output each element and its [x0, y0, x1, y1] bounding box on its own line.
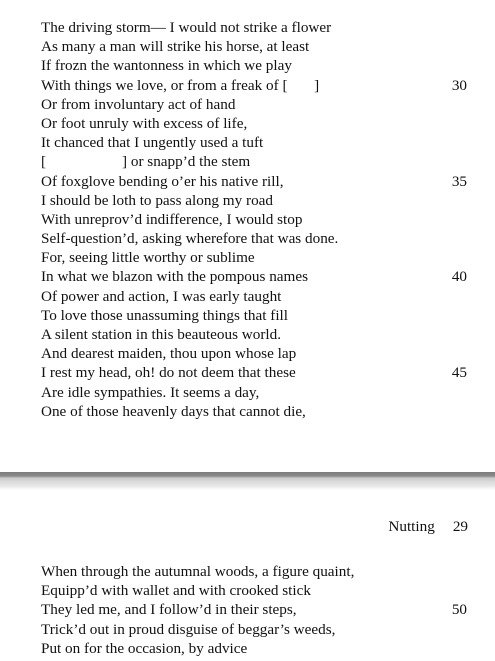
line-text: A silent station in this beauteous world.	[41, 326, 282, 343]
line-text: Of foxglove bending o’er his native rill,	[41, 172, 284, 190]
line-text: With unreprov’d indifference, I would stop	[41, 210, 303, 228]
poem-line	[41, 287, 481, 306]
line-text: In what we blazon with the pompous names	[41, 268, 308, 286]
line-number: 30	[451, 76, 467, 94]
poem-line	[41, 114, 481, 133]
line-text: Equipp’d with wallet and with crooked stick	[41, 582, 311, 600]
poem-line	[41, 133, 481, 152]
poem-line	[41, 620, 481, 639]
line-text: The driving storm— I would not strike a flower	[41, 19, 332, 36]
line-text: When through the autumnal woods, a figure quaint,	[41, 563, 355, 580]
poem-line	[41, 152, 481, 171]
poem-line	[41, 191, 481, 210]
line-text: Self-question’d, asking wherefore that was done.	[41, 230, 339, 248]
poem-line	[41, 76, 481, 95]
line-text: If frozn the wantonness in which we play	[41, 57, 292, 75]
line-number: 40	[451, 268, 467, 286]
line-text: Put on for the occasion, by advice	[41, 639, 248, 657]
line-text: Trick’d out in proud disguise of beggar’s weeds,	[41, 620, 336, 638]
line-text: Or from involuntary act of hand	[41, 95, 236, 113]
poem-line	[41, 210, 481, 229]
poem-line	[41, 344, 481, 363]
poem-line	[41, 248, 481, 267]
line-text: I should be loth to pass along my road	[41, 191, 274, 209]
line-number: 45	[451, 364, 467, 382]
page-lower	[0, 490, 495, 661]
running-head-title: Nutting	[388, 518, 435, 535]
page-number: 29	[452, 518, 468, 535]
poem-line	[41, 229, 481, 248]
poem-line	[41, 37, 481, 56]
running-head	[388, 517, 468, 536]
poem-line	[41, 306, 481, 325]
poem-line	[41, 639, 481, 658]
line-text: One of those heavenly days that cannot die,	[41, 402, 306, 420]
line-text: I rest my head, oh! do not deem that these	[41, 364, 296, 382]
poem-stanza-upper	[41, 18, 481, 421]
line-text: Are idle sympathies. It seems a day,	[41, 383, 260, 401]
line-text: With things we love, or from a freak of [ ]	[41, 76, 320, 94]
poem-line	[41, 600, 481, 619]
poem-line	[41, 562, 481, 581]
line-number: 35	[451, 172, 467, 190]
poem-line	[41, 18, 481, 37]
line-text: Of power and action, I was early taught	[41, 287, 282, 305]
poem-line	[41, 383, 481, 402]
poem-line	[41, 581, 481, 600]
line-text: For, seeing little worthy or sublime	[41, 249, 255, 267]
poem-line	[41, 325, 481, 344]
line-text: To love those unassuming things that fill	[41, 306, 288, 324]
poem-line	[41, 363, 481, 382]
poem-line	[41, 267, 481, 286]
poem-line	[41, 172, 481, 191]
line-text: And dearest maiden, thou upon whose lap	[41, 345, 297, 363]
line-text: [ ] or snapp’d the stem	[41, 153, 251, 171]
line-number: 50	[451, 601, 467, 619]
poem-line	[41, 56, 481, 75]
line-text: As many a man will strike his horse, at least	[41, 38, 310, 56]
page-divider	[0, 472, 495, 490]
line-text: It chanced that I ungently used a tuft	[41, 134, 264, 152]
line-text: They led me, and I follow’d in their steps,	[41, 601, 297, 619]
poem-stanza-lower	[41, 562, 481, 658]
poem-line	[41, 95, 481, 114]
line-text: Or foot unruly with excess of life,	[41, 114, 248, 132]
poem-line	[41, 402, 481, 421]
